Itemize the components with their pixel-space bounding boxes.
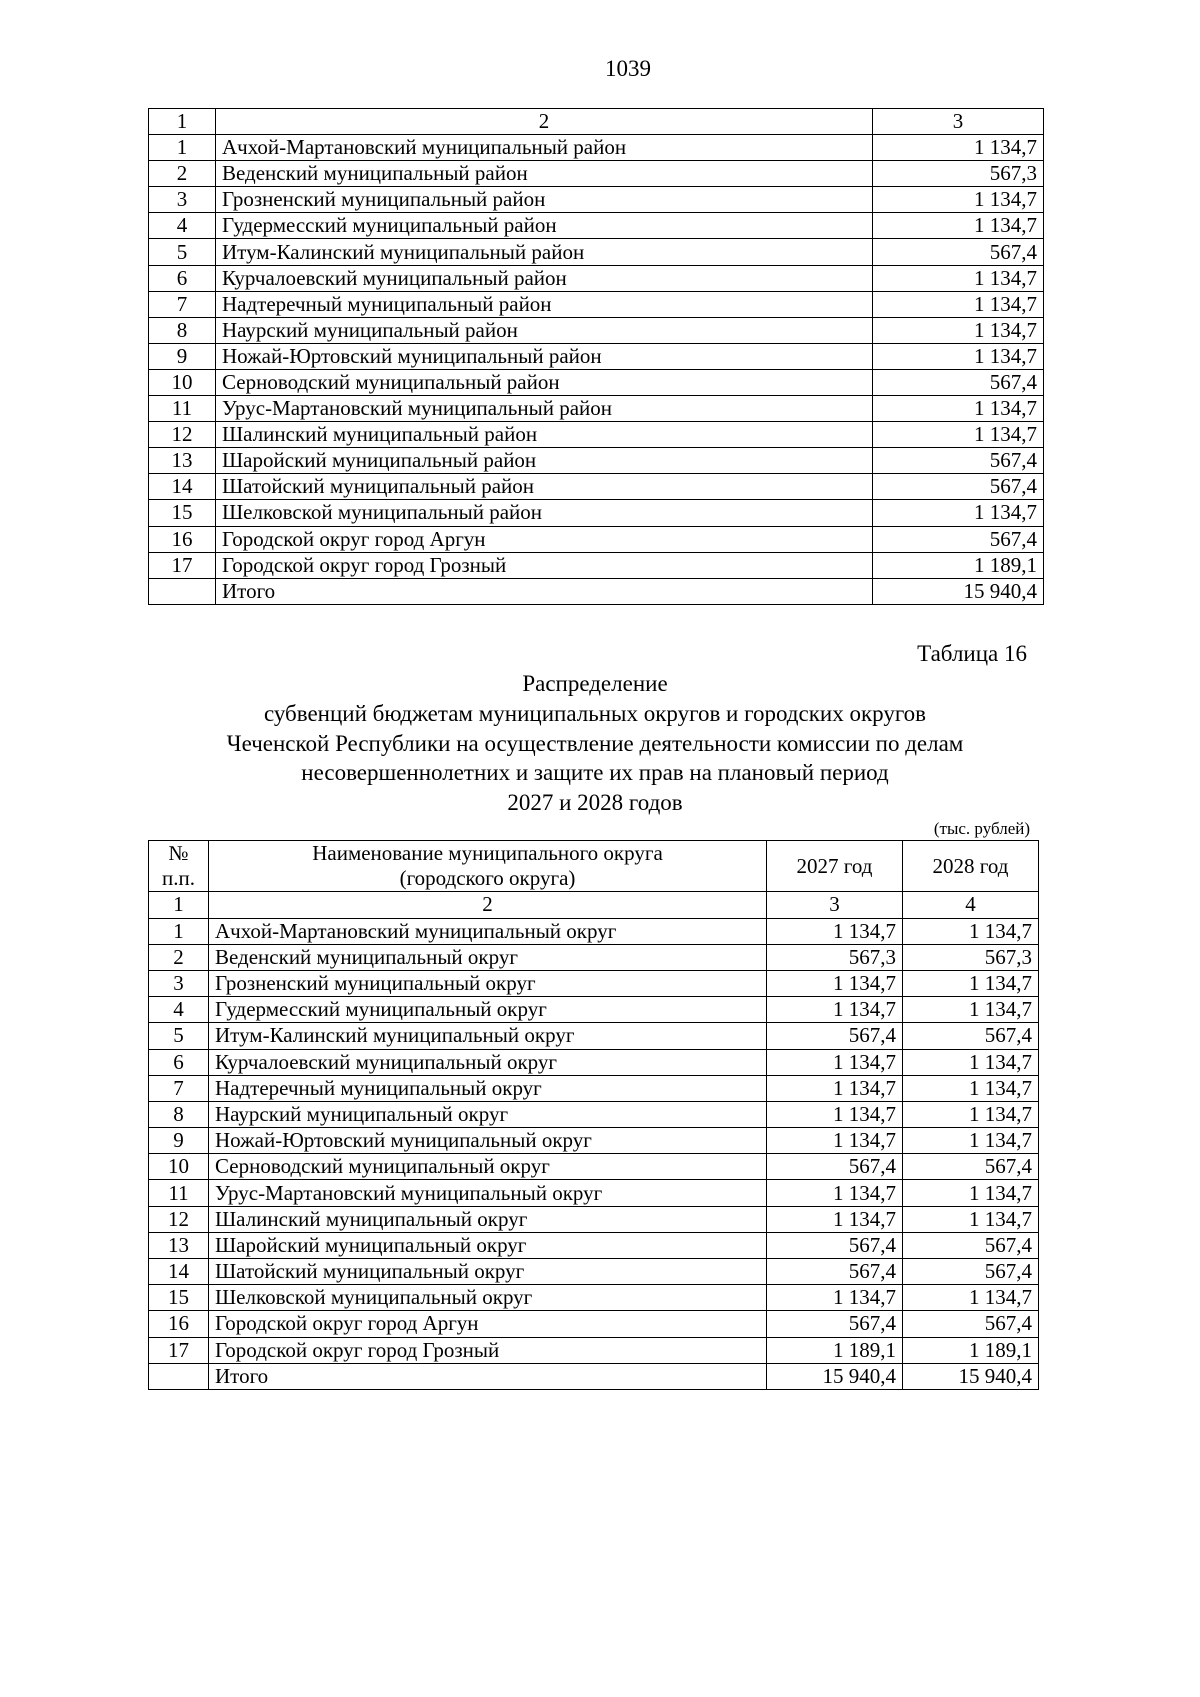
cell-value: 1 134,7 xyxy=(873,500,1044,526)
cell-number: 15 xyxy=(149,1285,209,1311)
cell-value: 567,4 xyxy=(873,448,1044,474)
table-row xyxy=(149,1128,1039,1154)
cell-value: 1 134,7 xyxy=(767,1075,903,1101)
cell-number: 6 xyxy=(149,265,216,291)
cell-value: 1 134,7 xyxy=(903,1101,1039,1127)
cell-number: 5 xyxy=(149,239,216,265)
cell-name: Ножай-Юртовский муниципальный округ xyxy=(209,1128,767,1154)
cell-name: Шаройский муниципальный округ xyxy=(209,1232,767,1258)
column-number: 4 xyxy=(903,892,1039,918)
cell-value: 567,4 xyxy=(767,1154,903,1180)
cell-name: Шелковской муниципальный район xyxy=(216,500,873,526)
cell-name: Городской округ город Грозный xyxy=(209,1337,767,1363)
table-row xyxy=(149,474,1044,500)
table-row xyxy=(149,1259,1039,1285)
cell-number: 8 xyxy=(149,317,216,343)
table-row xyxy=(149,343,1044,369)
cell-value: 1 134,7 xyxy=(873,265,1044,291)
header-row xyxy=(149,109,1044,135)
cell-name: Шатойский муниципальный округ xyxy=(209,1259,767,1285)
table-row xyxy=(149,1101,1039,1127)
total-row xyxy=(149,578,1044,604)
table-row xyxy=(149,291,1044,317)
table-row xyxy=(149,1285,1039,1311)
table-row xyxy=(149,500,1044,526)
cell-value: 1 134,7 xyxy=(873,317,1044,343)
column-number-row xyxy=(149,892,1039,918)
cell-value: 1 134,7 xyxy=(767,1101,903,1127)
table-row xyxy=(149,369,1044,395)
cell-value: 1 134,7 xyxy=(767,1049,903,1075)
cell-value: 567,3 xyxy=(767,944,903,970)
cell-value: 1 134,7 xyxy=(873,422,1044,448)
cell-value: 567,4 xyxy=(873,474,1044,500)
table-row xyxy=(149,1023,1039,1049)
header-number-line: № xyxy=(168,841,189,865)
table-row xyxy=(149,213,1044,239)
cell-value: 1 134,7 xyxy=(873,135,1044,161)
cell-name: Серноводский муниципальный район xyxy=(216,369,873,395)
cell-number: 5 xyxy=(149,1023,209,1049)
header-row xyxy=(149,841,1039,892)
cell-number: 16 xyxy=(149,526,216,552)
table-row xyxy=(149,1311,1039,1337)
cell-name: Урус-Мартановский муниципальный округ xyxy=(209,1180,767,1206)
cell-value: 1 134,7 xyxy=(767,918,903,944)
cell-number: 10 xyxy=(149,1154,209,1180)
cell-name: Урус-Мартановский муниципальный район xyxy=(216,396,873,422)
cell-value: 567,4 xyxy=(873,369,1044,395)
cell-value: 567,4 xyxy=(767,1232,903,1258)
table-subtitle-line: 2027 и 2028 годов xyxy=(507,790,683,815)
cell-name: Наурский муниципальный район xyxy=(216,317,873,343)
cell-number: 17 xyxy=(149,1337,209,1363)
cell-number: 1 xyxy=(149,135,216,161)
cell-value: 1 134,7 xyxy=(873,291,1044,317)
table-row xyxy=(149,239,1044,265)
column-number: 2 xyxy=(216,109,873,135)
cell-name: Веденский муниципальный округ xyxy=(209,944,767,970)
cell-name: Ачхой-Мартановский муниципальный округ xyxy=(209,918,767,944)
cell-number: 2 xyxy=(149,161,216,187)
header-number-line: п.п. xyxy=(162,866,195,891)
page-number: 1039 xyxy=(605,56,651,81)
header-2028: 2028 год xyxy=(903,841,1039,892)
cell-number: 13 xyxy=(149,448,216,474)
cell-value: 1 189,1 xyxy=(873,552,1044,578)
cell-value: 1 134,7 xyxy=(873,343,1044,369)
cell-number: 12 xyxy=(149,1206,209,1232)
table-row xyxy=(149,1154,1039,1180)
column-number: 1 xyxy=(149,892,209,918)
header-number xyxy=(149,841,209,892)
cell-name: Надтеречный муниципальный округ xyxy=(209,1075,767,1101)
table-row xyxy=(149,970,1039,996)
cell-value: 1 134,7 xyxy=(903,1049,1039,1075)
cell-value: 567,4 xyxy=(767,1311,903,1337)
cell-name: Серноводский муниципальный округ xyxy=(209,1154,767,1180)
cell-value: 1 134,7 xyxy=(903,1206,1039,1232)
cell-value: 1 134,7 xyxy=(767,997,903,1023)
cell-value: 567,4 xyxy=(903,1154,1039,1180)
cell-number: 9 xyxy=(149,1128,209,1154)
cell-value: 567,4 xyxy=(873,526,1044,552)
cell-value: 1 134,7 xyxy=(903,1180,1039,1206)
cell-number: 11 xyxy=(149,1180,209,1206)
cell-value: 567,3 xyxy=(873,161,1044,187)
table-allocation-districts xyxy=(148,108,1044,605)
cell-number xyxy=(149,578,216,604)
table-row xyxy=(149,422,1044,448)
cell-name: Грозненский муниципальный район xyxy=(216,187,873,213)
cell-value: 15 940,4 xyxy=(873,578,1044,604)
cell-value: 1 134,7 xyxy=(767,970,903,996)
cell-value: 1 189,1 xyxy=(767,1337,903,1363)
table-row xyxy=(149,944,1039,970)
table-title: Распределение xyxy=(522,671,668,696)
table-row xyxy=(149,1049,1039,1075)
table-row xyxy=(149,997,1039,1023)
cell-value: 1 134,7 xyxy=(903,970,1039,996)
cell-value: 1 189,1 xyxy=(903,1337,1039,1363)
cell-name: Шаройский муниципальный район xyxy=(216,448,873,474)
cell-name: Грозненский муниципальный округ xyxy=(209,970,767,996)
table-label: Таблица 16 xyxy=(917,641,1027,666)
header-name xyxy=(209,841,767,892)
cell-value: 15 940,4 xyxy=(903,1363,1039,1389)
cell-number: 3 xyxy=(149,970,209,996)
cell-value: 567,4 xyxy=(903,1232,1039,1258)
cell-value: 1 134,7 xyxy=(903,918,1039,944)
cell-number: 6 xyxy=(149,1049,209,1075)
cell-value: 567,4 xyxy=(767,1023,903,1049)
table-row xyxy=(149,552,1044,578)
cell-number: 14 xyxy=(149,474,216,500)
cell-name: Шатойский муниципальный район xyxy=(216,474,873,500)
cell-value: 1 134,7 xyxy=(767,1206,903,1232)
cell-value: 1 134,7 xyxy=(873,396,1044,422)
table-subtitle-line: Чеченской Республики на осуществление деятельности комиссии по делам xyxy=(226,731,964,756)
total-row xyxy=(149,1363,1039,1389)
cell-value: 1 134,7 xyxy=(903,997,1039,1023)
cell-name: Ачхой-Мартановский муниципальный район xyxy=(216,135,873,161)
table-row xyxy=(149,265,1044,291)
cell-number: 15 xyxy=(149,500,216,526)
cell-number: 13 xyxy=(149,1232,209,1258)
cell-name: Итого xyxy=(209,1363,767,1389)
cell-name: Городской округ город Грозный xyxy=(216,552,873,578)
cell-number: 9 xyxy=(149,343,216,369)
cell-value: 15 940,4 xyxy=(767,1363,903,1389)
cell-number: 17 xyxy=(149,552,216,578)
cell-number xyxy=(149,1363,209,1389)
table-row xyxy=(149,396,1044,422)
cell-value: 567,4 xyxy=(767,1259,903,1285)
units-note: (тыс. рублей) xyxy=(933,819,1030,838)
cell-value: 1 134,7 xyxy=(767,1285,903,1311)
cell-number: 4 xyxy=(149,997,209,1023)
cell-value: 1 134,7 xyxy=(903,1128,1039,1154)
table-row xyxy=(149,1206,1039,1232)
table-row xyxy=(149,187,1044,213)
cell-number: 12 xyxy=(149,422,216,448)
table-allocation-okrugs xyxy=(148,840,1039,1390)
header-name-line: (городского округа) xyxy=(399,866,576,891)
table-row xyxy=(149,135,1044,161)
table-row xyxy=(149,1075,1039,1101)
table-row xyxy=(149,1180,1039,1206)
table-row xyxy=(149,918,1039,944)
table-subtitle-line: несовершеннолетних и защите их прав на плановый период xyxy=(301,760,889,785)
header-name-line: Наименование муниципального округа xyxy=(312,841,663,865)
cell-number: 8 xyxy=(149,1101,209,1127)
cell-value: 1 134,7 xyxy=(767,1128,903,1154)
cell-name: Ножай-Юртовский муниципальный район xyxy=(216,343,873,369)
cell-value: 1 134,7 xyxy=(873,187,1044,213)
table-row xyxy=(149,317,1044,343)
cell-number: 2 xyxy=(149,944,209,970)
cell-name: Итум-Калинский муниципальный район xyxy=(216,239,873,265)
cell-number: 3 xyxy=(149,187,216,213)
column-number: 3 xyxy=(873,109,1044,135)
cell-name: Наурский муниципальный округ xyxy=(209,1101,767,1127)
cell-name: Шалинский муниципальный округ xyxy=(209,1206,767,1232)
table-row xyxy=(149,161,1044,187)
cell-name: Шалинский муниципальный район xyxy=(216,422,873,448)
cell-value: 1 134,7 xyxy=(873,213,1044,239)
cell-number: 14 xyxy=(149,1259,209,1285)
cell-name: Шелковской муниципальный округ xyxy=(209,1285,767,1311)
cell-name: Городской округ город Аргун xyxy=(216,526,873,552)
cell-number: 16 xyxy=(149,1311,209,1337)
column-number: 2 xyxy=(209,892,767,918)
cell-value: 1 134,7 xyxy=(903,1285,1039,1311)
cell-value: 567,4 xyxy=(903,1023,1039,1049)
table-row xyxy=(149,448,1044,474)
cell-name: Городской округ город Аргун xyxy=(209,1311,767,1337)
table-row xyxy=(149,526,1044,552)
cell-number: 10 xyxy=(149,369,216,395)
header-2027: 2027 год xyxy=(767,841,903,892)
cell-name: Курчалоевский муниципальный район xyxy=(216,265,873,291)
table-subtitle-line: субвенций бюджетам муниципальных округов и городских округов xyxy=(263,701,927,726)
cell-name: Гудермесский муниципальный район xyxy=(216,213,873,239)
table-row xyxy=(149,1337,1039,1363)
cell-value: 567,4 xyxy=(903,1259,1039,1285)
cell-value: 567,4 xyxy=(873,239,1044,265)
cell-number: 1 xyxy=(149,918,209,944)
cell-value: 567,4 xyxy=(903,1311,1039,1337)
cell-value: 567,3 xyxy=(903,944,1039,970)
cell-value: 1 134,7 xyxy=(767,1180,903,1206)
column-number: 1 xyxy=(149,109,216,135)
cell-number: 4 xyxy=(149,213,216,239)
cell-number: 7 xyxy=(149,291,216,317)
cell-name: Курчалоевский муниципальный округ xyxy=(209,1049,767,1075)
cell-name: Гудермесский муниципальный округ xyxy=(209,997,767,1023)
cell-value: 1 134,7 xyxy=(903,1075,1039,1101)
cell-name: Веденский муниципальный район xyxy=(216,161,873,187)
column-number: 3 xyxy=(767,892,903,918)
cell-name: Итум-Калинский муниципальный округ xyxy=(209,1023,767,1049)
table-row xyxy=(149,1232,1039,1258)
cell-name: Итого xyxy=(216,578,873,604)
cell-number: 7 xyxy=(149,1075,209,1101)
cell-name: Надтеречный муниципальный район xyxy=(216,291,873,317)
cell-number: 11 xyxy=(149,396,216,422)
